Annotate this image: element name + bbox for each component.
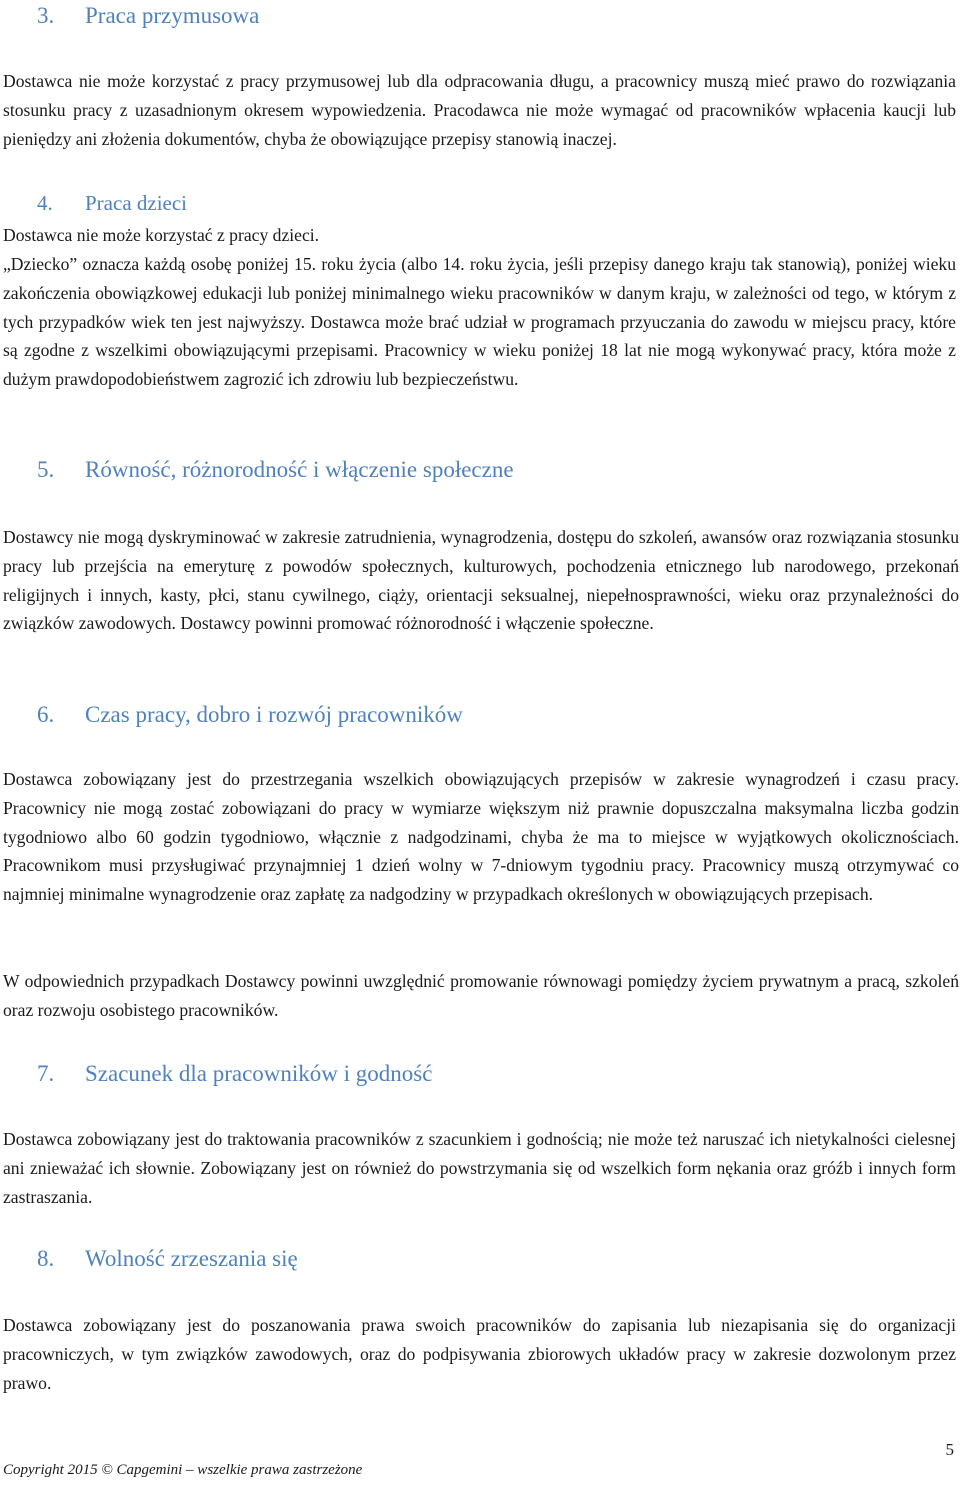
section-number: 4. [37,191,53,215]
footer-copyright: Copyright 2015 © Capgemini – wszelkie prawa zastrzeżone [3,1462,363,1478]
section-6-paragraph-2: W odpowiednich przypadkach Dostawcy powinni uwzględnić promowanie równowagi pomiędzy życiem prywatnym a pracą, szkoleń oraz rozwoju osobistego pracowników. [3,971,959,1020]
section-3-paragraph: Dostawca nie może korzystać z pracy przymusowej lub dla odpracowania długu, a pracownicy muszą mieć prawo do rozwiązania stosunku pracy z uzasadnionym okresem wypowiedzenia. Pracodawca nie może wymagać od pracowników wpłacenia kaucji lub pieniędzy ani złożenia dokumentów, chyba że obowiązujące przepisy stanowią inaczej. [3,71,956,149]
section-4-paragraph-2: „Dziecko” oznacza każdą osobę poniżej 15. roku życia (albo 14. roku życia, jeśli przepisy danego kraju tak stanowią), poniżej wieku zakończenia obowiązkowej edukacji lub poniżej minimalnego wieku pracowników w danym kraju, w zależności od tego, w którym z tych przypadków wiek ten jest najwyższy. Dostawca może brać udział w programach przyuczania do zawodu w miejscu pracy, które są zgodne z wszelkimi obowiązującymi przepisami. Pracownicy w wieku poniżej 18 lat nie mogą wykonywać pracy, która może z dużym prawdopodobieństwem zagrozić ich zdrowiu lub bezpieczeństwu. [3,254,956,390]
section-title: Czas pracy, dobro i rozwój pracowników [85,702,463,727]
section-4-heading [37,188,187,218]
section-7-paragraph: Dostawca zobowiązany jest do traktowania pracowników z szacunkiem i godnością; nie może też naruszać ich nietykalności cielesnej ani znieważać ich słownie. Zobowiązany jest on również do powstrzymania się od wszelkich form nękania oraz gróźb i innych form zastraszania. [3,1129,956,1207]
section-title: Praca dzieci [85,191,188,215]
section-6-heading [37,700,463,730]
page-number: 5 [945,1440,954,1459]
section-5-heading [37,455,514,485]
section-5-paragraph: Dostawcy nie mogą dyskryminować w zakresie zatrudnienia, wynagrodzenia, dostępu do szkoleń, awansów oraz rozwiązania stosunku pracy lub przejścia na emeryturę z powodów społecznych, kulturowych, pochodzenia etnicznego lub narodowego, przekonań religijnych i innych, kasty, płci, stanu cywilnego, ciąży, orientacji seksualnej, niepełnosprawności, wieku oraz przynależności do związków zawodowych. Dostawcy powinni promować różnorodność i włączenie społeczne. [3,527,959,634]
section-6-paragraph-1: Dostawca zobowiązany jest do przestrzegania wszelkich obowiązujących przepisów w zakresie wynagrodzeń i czasu pracy. Pracownicy nie mogą zostać zobowiązani do pracy w wymiarze większym niż prawnie dopuszczalna maksymalna liczba godzin tygodniowo albo 60 godzin tygodniowo, włącznie z nadgodzinami, chyba że ma to miejsce w wyjątkowych okolicznościach. Pracownikom musi przysługiwać przynajmniej 1 dzień wolny w 7-dniowym tygodniu pracy. Pracownicy muszą otrzymywać co najmniej minimalne wynagrodzenie oraz zapłatę za nadgodziny w przypadkach określonych w obowiązujących przepisach. [3,769,959,905]
section-title: Równość, różnorodność i włączenie społeczne [85,457,514,482]
section-number: 8. [37,1246,55,1271]
section-number: 5. [37,457,55,482]
section-title: Szacunek dla pracowników i godność [85,1061,433,1086]
section-number: 6. [37,702,55,727]
section-title: Praca przymusowa [85,3,260,28]
section-8-heading [37,1244,298,1274]
section-7-heading [37,1059,432,1089]
section-number: 7. [37,1061,55,1086]
section-3-heading [37,1,259,31]
section-8-paragraph: Dostawca zobowiązany jest do poszanowania prawa swoich pracowników do zapisania lub niezapisania się do organizacji pracowniczych, w tym związków zawodowych, oraz do podpisywania zbiorowych układów pracy w zakresie dozwolonym przez prawo. [3,1315,956,1393]
section-number: 3. [37,3,55,28]
section-title: Wolność zrzeszania się [85,1246,298,1271]
section-4-paragraph-1: Dostawca nie może korzystać z pracy dzieci. [3,225,320,245]
